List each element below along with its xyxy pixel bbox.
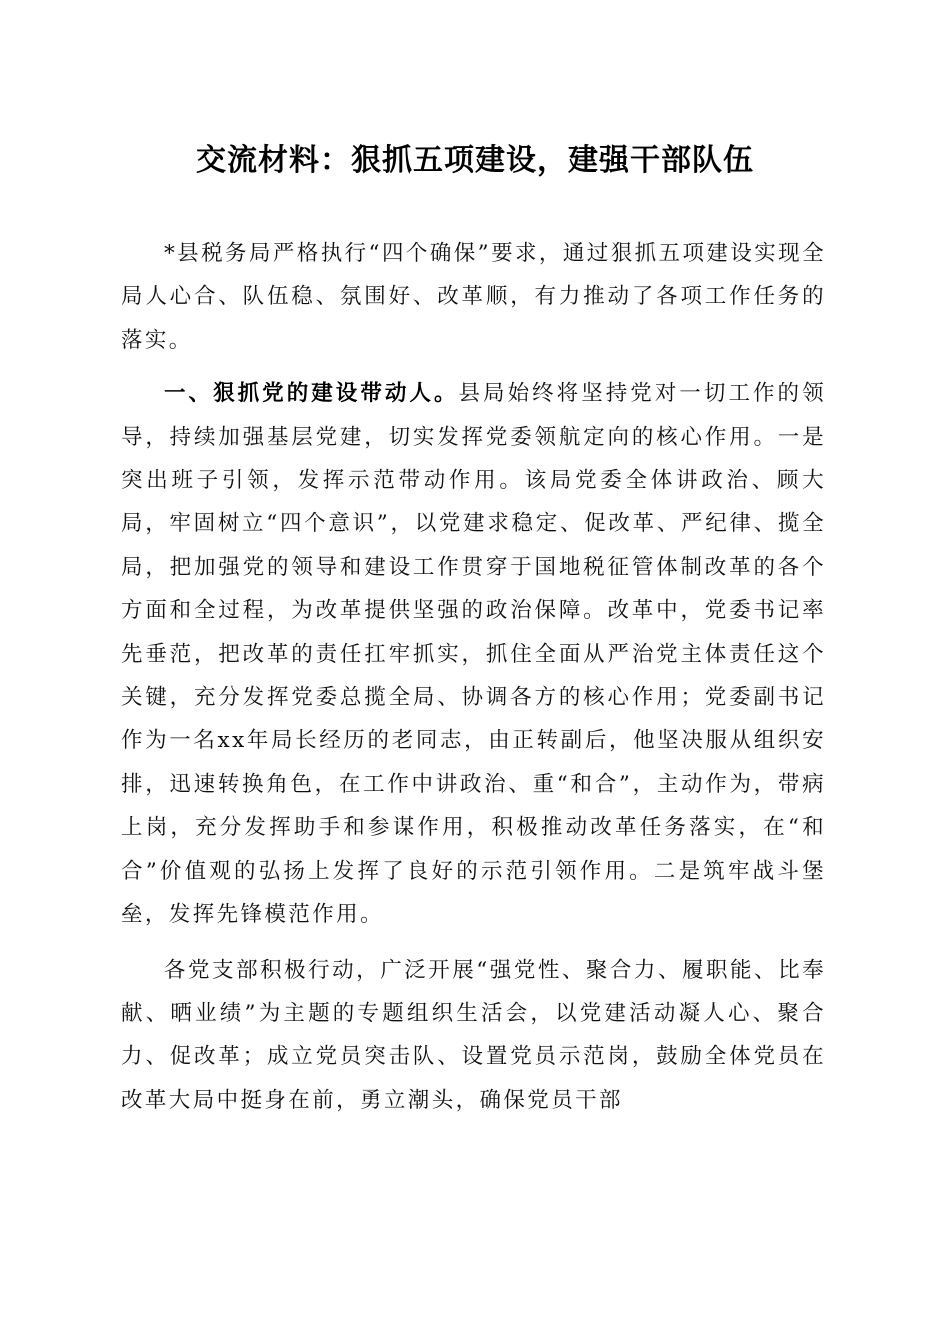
document-title: 交流材料：狠抓五项建设，建强干部队伍 bbox=[196, 143, 754, 178]
document-body bbox=[121, 232, 826, 1122]
section-one-text: 县局始终将坚持党对一切工作的领导，持续加强基层党建，切实发挥党委领航定向的核心作用。一是突出班子引领，发挥示范带动作用。该局党委全体讲政治、顾大局，牢固树立“四个意识”，以党建求稳定、促改革、严纪律、揽全局，把加强党的领导和建设工作贯穿于国地税征管体制改革的各个方面和全过程，为改革提供坚强的政治保障。改革中，党委书记率先垂范，把改革的责任扛牢抓实，抓住全面从严治党主体责任这个关键，充分发挥党委总揽全局、协调各方的核心作用；党委副书记作为一名xx年局长经历的老同志，由正转副后，他坚决服从组织安排，迅速转换角色，在工作中讲政治、重“和合”，主动作为，带病上岗，充分发挥助手和参谋作用，积极推动改革任务落实，在“和合”价值观的弘扬上发挥了良好的示范引领作用。二是筑牢战斗堡垒，发挥先锋模范作用。 bbox=[121, 381, 826, 928]
party-branch-paragraph bbox=[121, 949, 826, 1123]
intro-paragraph bbox=[121, 232, 826, 362]
intro-paragraph-text: *县税务局严格执行“四个确保”要求，通过狠抓五项建设实现全局人心合、队伍稳、氛围好、改革顺，有力推动了各项工作任务的落实。 bbox=[121, 241, 826, 353]
section-one-heading: 一、狠抓党的建设带动人。 bbox=[164, 381, 459, 407]
party-branch-paragraph-text: 各党支部积极行动，广泛开展“强党性、聚合力、履职能、比奉献、晒业绩”为主题的专题组织生活会，以党建活动凝人心、聚合力、促改革；成立党员突击队、设置党员示范岗，鼓励全体党员在改革大局中挺身在前，勇立潮头，确保党员干部 bbox=[121, 957, 826, 1113]
section-one-paragraph bbox=[121, 372, 826, 936]
